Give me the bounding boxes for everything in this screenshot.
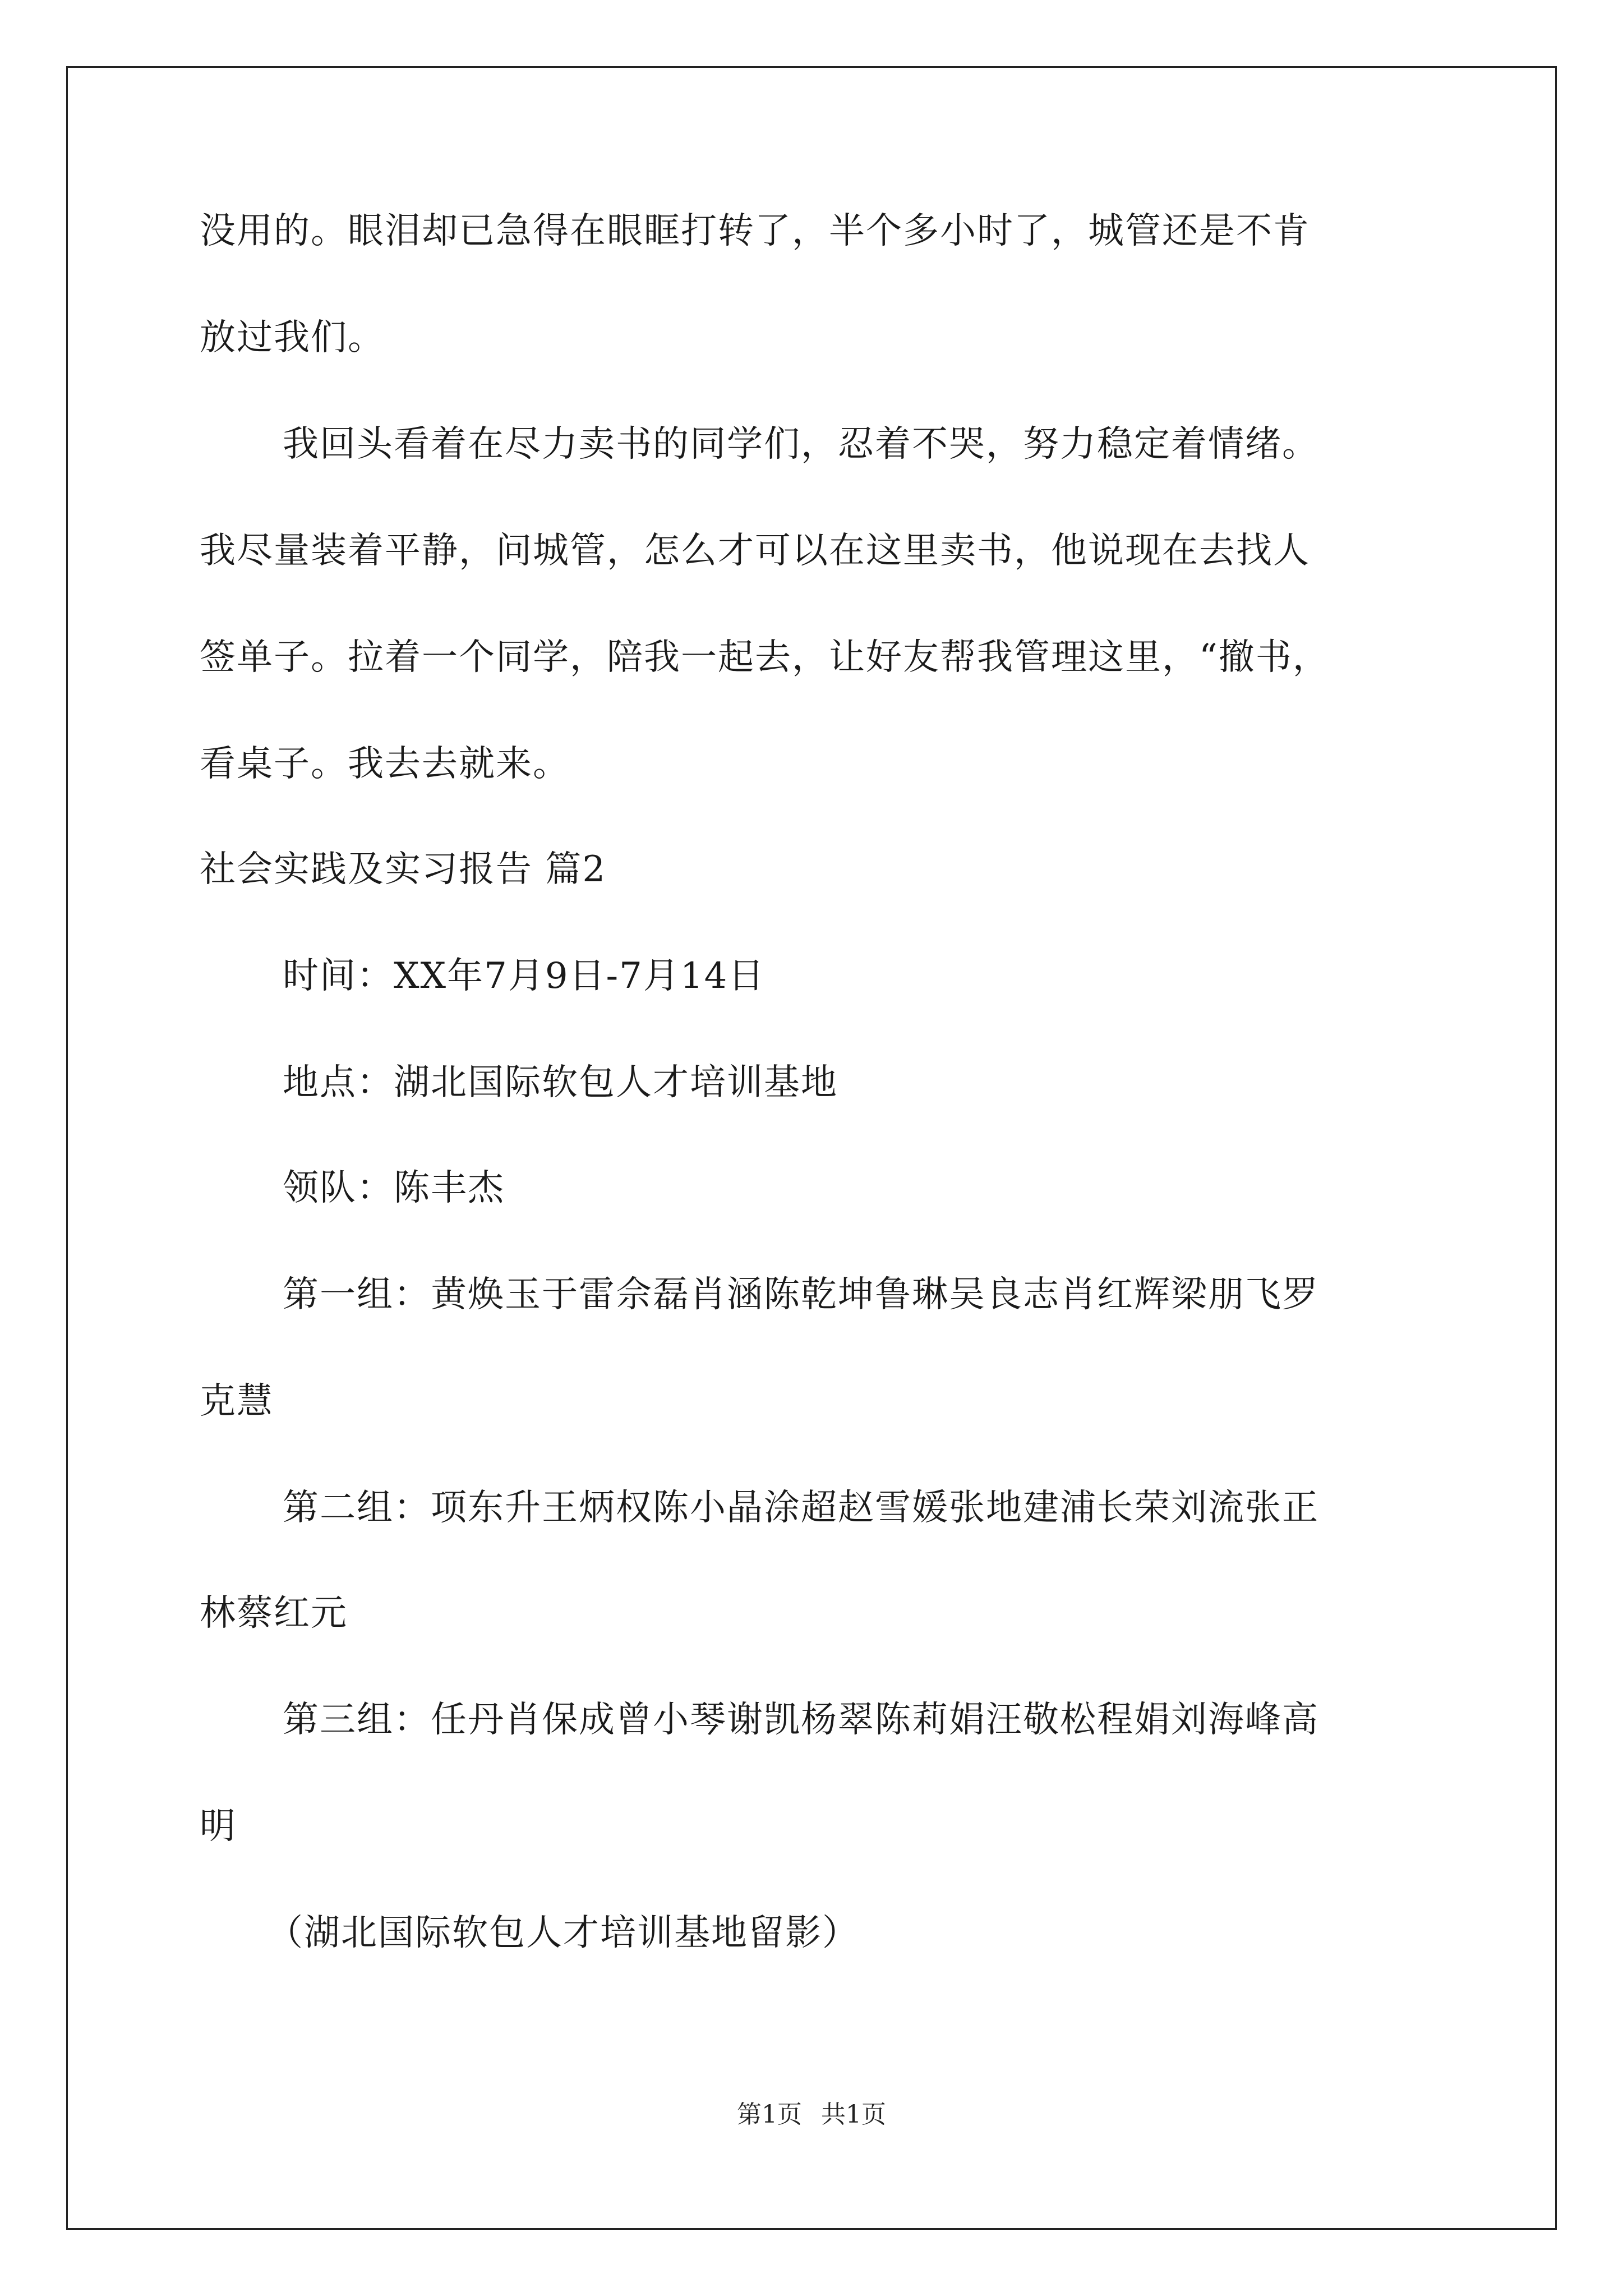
paragraph-line: 我尽量装着平静，问城管，怎么才可以在这里卖书，他说现在去找人 <box>200 530 1310 572</box>
page-footer <box>0 2102 1623 2127</box>
section-heading: 社会实践及实习报告 篇2 <box>200 849 607 890</box>
paragraph-line: 没用的。眼泪却已急得在眼眶打转了，半个多小时了，城管还是不肯 <box>200 210 1310 252</box>
info-time: 时间：XX年7月9日-7月14日 <box>283 955 766 997</box>
group-two-line: 林蔡红元 <box>200 1593 348 1634</box>
photo-caption: （湖北国际软包人才培训基地留影） <box>267 1912 859 1954</box>
info-location: 地点：湖北国际软包人才培训基地 <box>283 1062 838 1103</box>
info-leader: 领队：陈丰杰 <box>283 1167 505 1209</box>
group-two-line: 第二组：项东升王炳权陈小晶涂超赵雪媛张地建浦长荣刘流张正 <box>283 1487 1319 1529</box>
paragraph-line: 看桌子。我去去就来。 <box>200 743 570 785</box>
group-three-line: 明 <box>200 1806 237 1847</box>
paragraph-line: 签单子。拉着一个同学，陪我一起去，让好友帮我管理这里，“撤书， <box>200 637 1330 678</box>
group-three-line: 第三组：任丹肖保成曾小琴谢凯杨翠陈莉娟汪敬松程娟刘海峰高 <box>283 1699 1319 1741</box>
paragraph-line: 我回头看着在尽力卖书的同学们，忍着不哭，努力稳定着情绪。 <box>283 424 1319 465</box>
document-body <box>200 210 1467 1954</box>
paragraph-line: 放过我们。 <box>200 317 385 358</box>
group-one-line: 克慧 <box>200 1381 274 1422</box>
page-total: 共1页 <box>821 2100 886 2129</box>
group-one-line: 第一组：黄焕玉于雷佘磊肖涵陈乾坤鲁琳吴良志肖红辉梁朋飞罗 <box>283 1274 1319 1315</box>
page-number: 第1页 <box>737 2100 802 2129</box>
